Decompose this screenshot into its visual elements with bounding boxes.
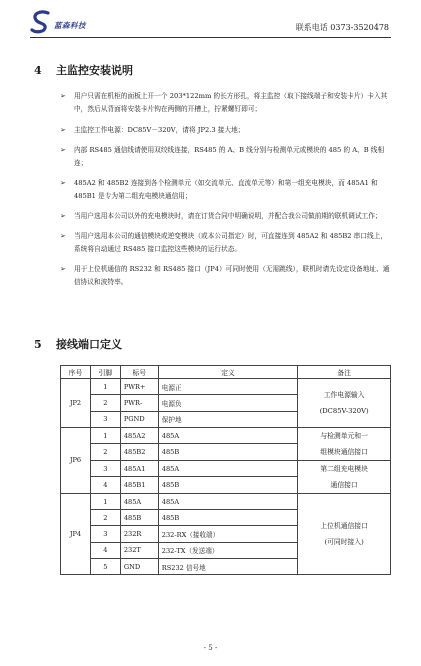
note-line: 与检测单元和一 [320, 431, 368, 440]
column-header: 标号 [120, 366, 158, 379]
contact-phone: 联系电话 0373-3520478 [295, 23, 389, 32]
arrow-bullet-icon: ➢ [60, 126, 66, 134]
note-line: 通信接口 [330, 480, 358, 489]
pin-number: 2 [90, 444, 120, 461]
connector-note [298, 493, 391, 574]
pin-label: PWR- [120, 395, 158, 411]
list-item-text: 用户只需在机柜的面板上开一个 203*122mm 的长方形孔，将主监控（取下接线端子和安装卡片）卡入其中，然后从背面将安装卡片钩在两侧的开槽上，拧紧螺钉即可； [74, 92, 388, 113]
pin-label: 485B1 [120, 477, 158, 494]
pin-definition: RS232 信号地 [158, 559, 297, 575]
section-5-heading: 接线端口定义 [56, 338, 122, 351]
section-4-heading: 主监控安装说明 [56, 64, 133, 77]
list-item [60, 144, 390, 170]
pin-label: 485A1 [120, 460, 158, 477]
list-item-text: 当用户选用本公司的通信模块或逆变模块（或本公司指定）时，可直接连到 485A2 和 485B2 串口线上，系统将自动通过 RS485 接口监控这些模块的运行状态。 [74, 232, 388, 253]
table-row [61, 460, 391, 477]
pin-definition: 保护地 [158, 411, 297, 427]
pin-definition: 485B [158, 444, 297, 461]
list-item [60, 230, 390, 256]
note-line: (可同时接入) [324, 538, 364, 547]
table-row [61, 493, 391, 509]
company-logo-icon [30, 10, 52, 34]
arrow-bullet-icon: ➢ [60, 179, 66, 187]
list-item [60, 124, 390, 137]
pin-definition: 232-TX（发送端） [158, 542, 297, 558]
page-number: - 5 - [203, 644, 218, 652]
pin-number: 1 [90, 379, 120, 395]
section-5-title [34, 336, 122, 352]
connector-id: JP2 [61, 379, 91, 428]
note-line: (DC85V-320V) [319, 406, 369, 415]
note-line: 第二组充电模块 [320, 464, 368, 473]
column-header: 定义 [158, 366, 297, 379]
table-row [61, 379, 391, 395]
list-item-text: 485A2 和 485B2 连接到各个检测单元（如交流单元、直流单元等）和第一组充电模块，而 485A1 和 485B1 是专为第二组充电模块通信用； [74, 179, 378, 200]
section-4-title [34, 62, 133, 78]
list-item [60, 90, 390, 116]
pin-definition: 232-RX（接收端） [158, 526, 297, 542]
pin-definition: 485A [158, 427, 297, 444]
pin-label: 485A [120, 493, 158, 509]
note-line: 工作电源输入 [323, 390, 365, 399]
port-definition-table [60, 365, 391, 575]
arrow-bullet-icon: ➢ [60, 232, 66, 240]
arrow-bullet-icon: ➢ [60, 212, 66, 220]
pin-number: 3 [90, 411, 120, 427]
list-item-text: 内部 RS485 通信线请使用双绞线连接，RS485 的 A、B 线分别与检测单元或模块的 485 的 A、B 线相连； [74, 146, 385, 167]
pin-label: PGND [120, 411, 158, 427]
connector-note [298, 379, 391, 428]
arrow-bullet-icon: ➢ [60, 146, 66, 154]
pin-number: 1 [90, 493, 120, 509]
note-line: 组模块通信接口 [320, 447, 368, 456]
pin-label: 485A2 [120, 427, 158, 444]
section-5-number: 5 [34, 338, 42, 351]
pin-label: 232R [120, 526, 158, 542]
list-item-text: 主监控工作电源：DC85V－320V，请将 JP2.3 接大地； [74, 126, 245, 134]
table-row [61, 427, 391, 444]
pin-definition: 485B [158, 477, 297, 494]
section-4-number: 4 [34, 64, 42, 77]
list-item [60, 263, 390, 289]
arrow-bullet-icon: ➢ [60, 92, 66, 100]
table-header-row [61, 366, 391, 379]
pin-label: PWR+ [120, 379, 158, 395]
arrow-bullet-icon: ➢ [60, 265, 66, 273]
pin-number: 4 [90, 477, 120, 494]
list-item-text: 当用户选用本公司以外的充电模块时，请在订货合同中明确说明，并配合我公司做前期的联机调试工作； [74, 212, 382, 220]
pin-definition: 电源正 [158, 379, 297, 395]
pin-label: 485B2 [120, 444, 158, 461]
connector-id: JP4 [61, 493, 91, 574]
pin-number: 3 [90, 526, 120, 542]
column-header: 备注 [298, 366, 391, 379]
pin-number: 1 [90, 427, 120, 444]
company-logo-text: 蓝森科技 [54, 21, 86, 30]
pin-number: 2 [90, 510, 120, 526]
pin-label: GND [120, 559, 158, 575]
connector-note [298, 460, 391, 493]
connector-id: JP6 [61, 427, 91, 493]
pin-number: 5 [90, 559, 120, 575]
pin-number: 4 [90, 542, 120, 558]
list-item [60, 177, 390, 203]
pin-definition: 电源负 [158, 395, 297, 411]
pin-label: 485B [120, 510, 158, 526]
column-header: 序号 [61, 366, 91, 379]
pin-definition: 485B [158, 510, 297, 526]
column-header: 引脚 [90, 366, 120, 379]
pin-number: 3 [90, 460, 120, 477]
note-line: 上位机通信接口 [320, 522, 368, 531]
page-header [30, 10, 391, 38]
list-item-text: 用于上位机通信的 RS232 和 RS485 接口（JP4）可同时使用（无需跳线），联机时请先设定设备地址、通信协议和波特率。 [74, 265, 390, 286]
connector-note [298, 427, 391, 460]
pin-definition: 485A [158, 493, 297, 509]
list-item [60, 210, 390, 223]
pin-number: 2 [90, 395, 120, 411]
pin-label: 232T [120, 542, 158, 558]
installation-notes-list [60, 90, 390, 296]
pin-definition: 485A [158, 460, 297, 477]
